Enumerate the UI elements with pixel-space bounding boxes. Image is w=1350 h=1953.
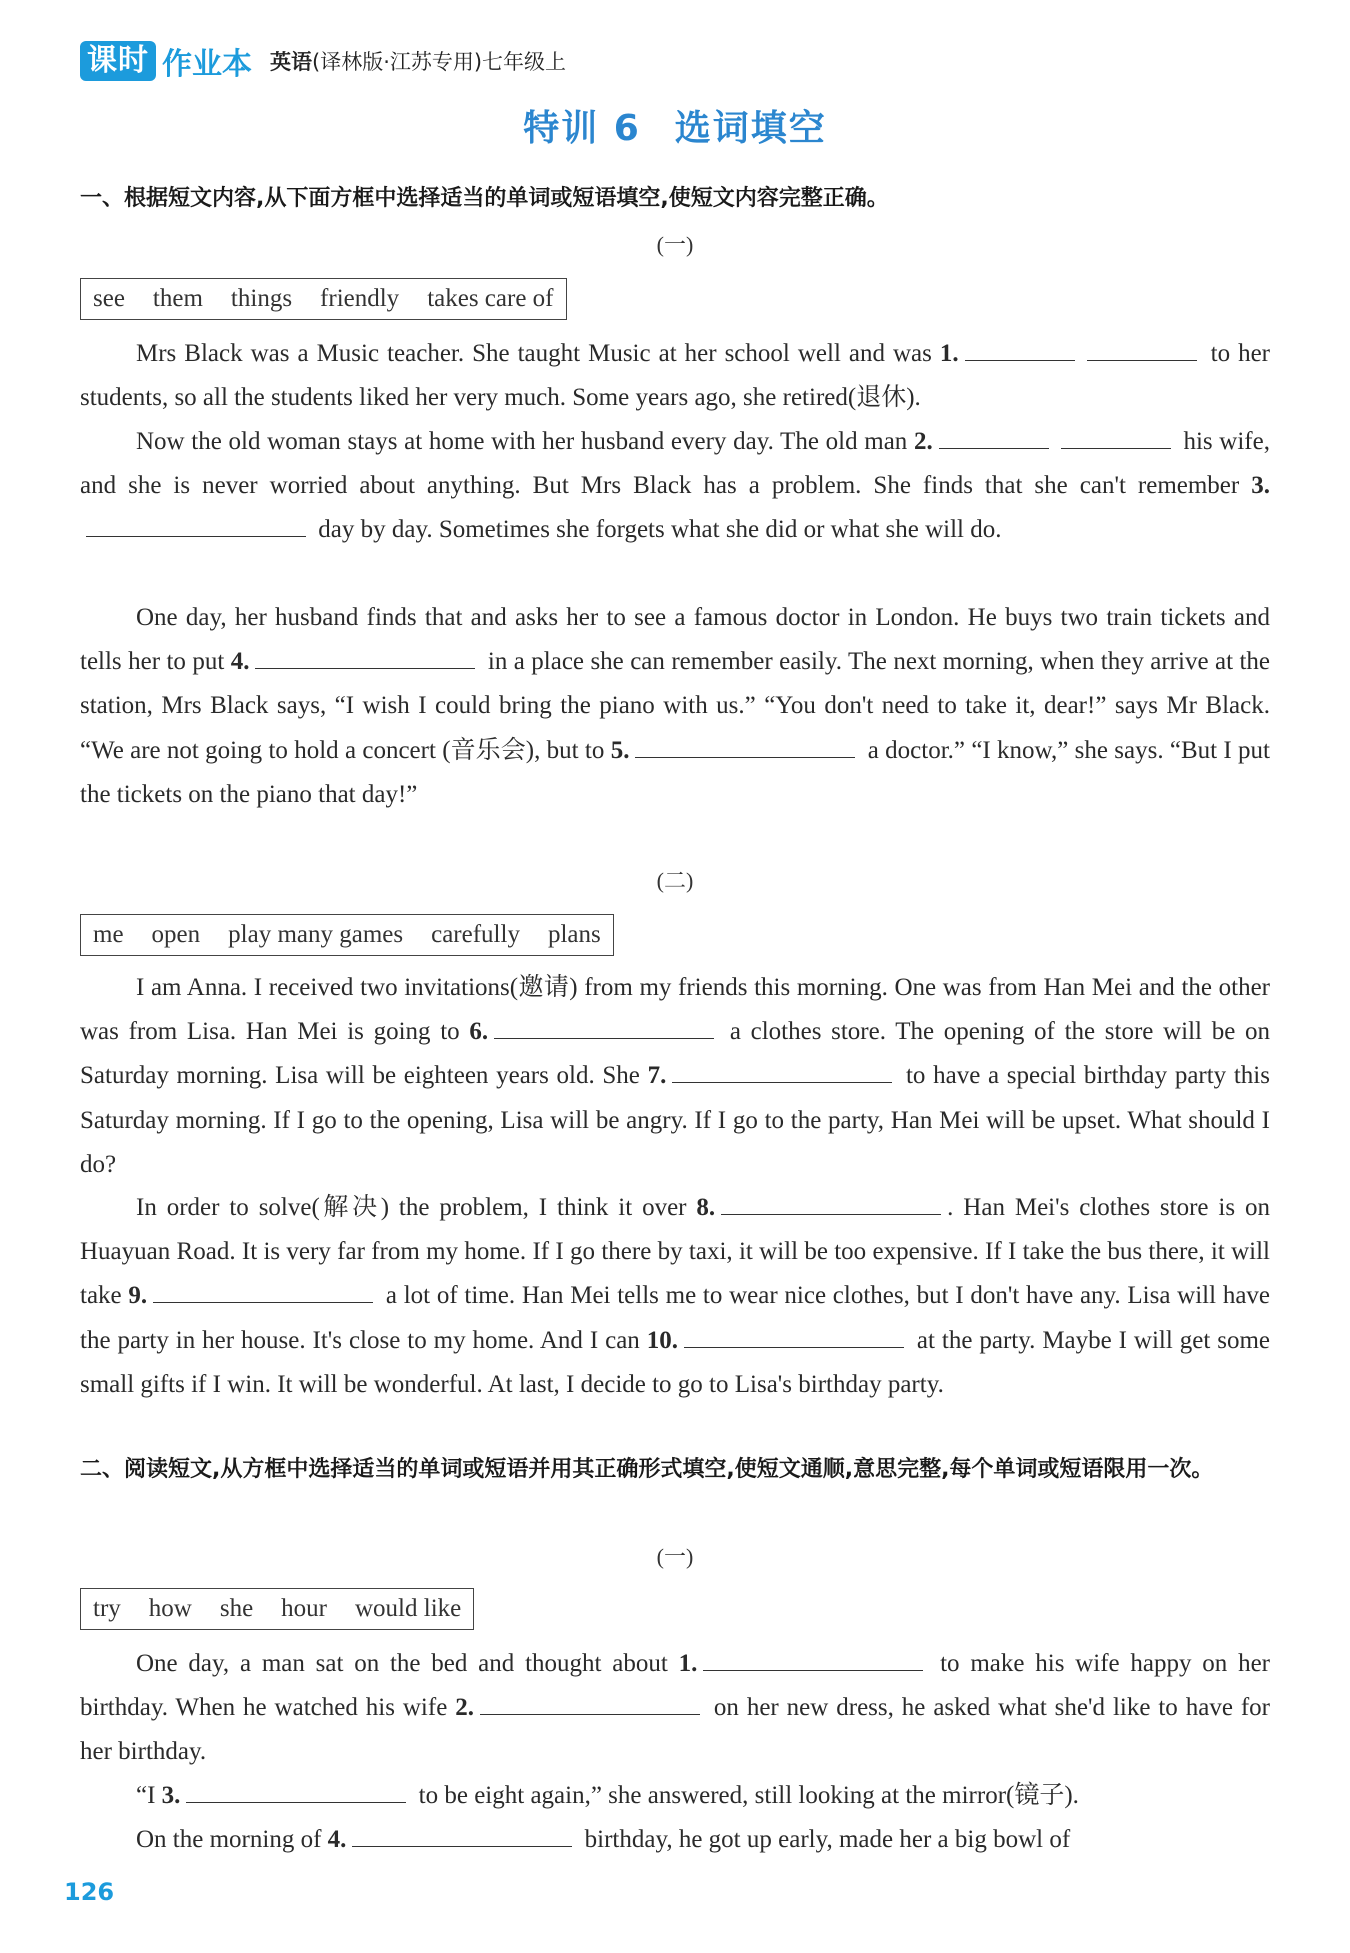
question-number: 2.	[914, 428, 933, 455]
answer-blank[interactable]	[721, 1194, 941, 1215]
word-option: me	[93, 921, 124, 948]
title-number: 特训 6	[523, 108, 641, 149]
subject-line	[270, 46, 566, 76]
answer-blank[interactable]	[86, 516, 306, 537]
section2-passage1-label: (一)	[656, 1544, 694, 1569]
passage1-paragraph3: One day, her husband finds that and asks her to see a famous doctor in London. He buys two train tickets and tells her to put 4. in a place she can remember easily. The next morning, when they arrive at the station, Mrs Black says, “I wish I could bring the piano with us.” “You don't need to take it, dear!” says Mr Black. “We are not going to hold a concert (音乐会), but to 5. a doctor.” “I know,” she says. “But I put the tickets on the piano that day!”	[80, 604, 1270, 808]
logo-text: 作业本	[162, 47, 252, 82]
word-option: takes care of	[427, 285, 554, 312]
subject-edition: (译林版·江苏专用)七年级上	[312, 50, 567, 74]
title-topic: 选词填空	[674, 108, 827, 149]
answer-blank[interactable]	[255, 648, 475, 669]
passage2-label: (二)	[656, 868, 694, 893]
question-number: 6.	[469, 1018, 489, 1046]
word-option: would like	[355, 1595, 462, 1622]
answer-blank[interactable]	[352, 1826, 572, 1847]
answer-blank[interactable]	[939, 428, 1049, 449]
passage1-paragraph2: Now the old woman stays at home with her husband every day. The old man 2. his wife, and she is never worried about anything. But Mrs Black has a problem. She finds that she can't remember 3. day by day. Sometimes she forgets what she did or what she will do.	[80, 428, 1270, 544]
question-number: 8.	[696, 1194, 716, 1221]
word-option: hour	[281, 1595, 327, 1622]
word-box-1	[80, 278, 567, 320]
answer-blank[interactable]	[494, 1018, 714, 1039]
section2-paragraph2: “I 3. to be eight again,” she answered, still looking at the mirror(镜子).	[136, 1782, 1079, 1809]
word-option: open	[151, 921, 201, 948]
answer-blank[interactable]	[965, 340, 1075, 361]
question-number: 4.	[327, 1826, 347, 1853]
word-option: how	[148, 1595, 192, 1622]
section2-paragraph1: One day, a man sat on the bed and thought about 1. to make his wife happy on her birthday. When he watched his wife 2. on her new dress, he asked what she'd like to have for her birthday.	[80, 1650, 1271, 1766]
question-number: 2.	[455, 1694, 474, 1722]
page-header	[80, 38, 566, 84]
passage1-label: (一)	[656, 232, 694, 257]
answer-blank[interactable]	[703, 1650, 923, 1671]
answer-blank-cont[interactable]	[1061, 428, 1171, 449]
question-number: 10.	[646, 1326, 678, 1354]
question-number: 5.	[610, 736, 630, 764]
logo-highlight: 课时	[80, 41, 156, 81]
word-option: see	[93, 285, 125, 312]
answer-blank[interactable]	[153, 1282, 373, 1303]
answer-blank[interactable]	[635, 737, 855, 758]
word-option: carefully	[431, 921, 520, 948]
question-number: 7.	[647, 1062, 667, 1090]
question-number: 3.	[1251, 472, 1270, 500]
passage1-paragraph1: Mrs Black was a Music teacher. She taught Music at her school well and was 1. to her students, so all the students liked her very much. Some years ago, she retired(退休).	[80, 340, 1270, 412]
word-option: plans	[547, 921, 601, 948]
passage2-paragraph2: In order to solve(解决) the problem, I think it over 8. . Han Mei's clothes store is on Huayuan Road. It is very far from my home. If I go there by taxi, it will be too expensive. If I take the bus there, it will take 9. a lot of time. Han Mei tells me to wear nice clothes, but I don't have any. Lisa will have the party in her house. It's close to my home. And I can 10. at the party. Maybe I will get some small gifts if I win. It will be wonderful. At last, I decide to go to Lisa's birthday party.	[80, 1194, 1271, 1398]
question-number: 1.	[939, 340, 959, 367]
question-number: 1.	[678, 1650, 698, 1677]
answer-blank-cont[interactable]	[1087, 340, 1197, 361]
section2-paragraph3: On the morning of 4. birthday, he got up early, made her a big bowl of	[136, 1826, 1071, 1853]
word-option: play many games	[228, 921, 404, 948]
word-option: friendly	[320, 285, 400, 312]
subject-name: 英语	[270, 50, 312, 74]
question-number: 3.	[161, 1782, 181, 1809]
word-option: them	[152, 285, 203, 312]
book-logo	[80, 39, 252, 83]
answer-blank[interactable]	[480, 1694, 700, 1715]
word-option: things	[230, 285, 293, 312]
page-number: 126	[64, 1878, 115, 1906]
answer-blank[interactable]	[186, 1782, 406, 1803]
word-option: she	[219, 1595, 254, 1622]
section2-instruction: 二、阅读短文,从方框中选择适当的单词或短语并用其正确形式填空,使短文通顺,意思完整,每个单词或短语限用一次。	[80, 1457, 1214, 1482]
answer-blank[interactable]	[684, 1327, 904, 1348]
page-title	[0, 100, 1350, 151]
question-number: 4.	[230, 648, 250, 676]
word-box-3	[80, 1588, 474, 1630]
passage2-paragraph1: I am Anna. I received two invitations(邀请) from my friends this morning. One was from Han Mei and the other was from Lisa. Han Mei is going to 6. a clothes store. The opening of the store will be on Saturday morning. Lisa will be eighteen years old. She 7. to have a special birthday party this Saturday morning. If I go to the opening, Lisa will be angry. If I go to the party, Han Mei will be upset. What should I do?	[80, 974, 1270, 1178]
answer-blank[interactable]	[672, 1062, 892, 1083]
word-box-2	[80, 914, 614, 956]
word-option: try	[93, 1595, 121, 1622]
question-number: 9.	[128, 1282, 148, 1310]
section1-instruction: 一、根据短文内容,从下面方框中选择适当的单词或短语填空,使短文内容完整正确。	[80, 186, 889, 211]
